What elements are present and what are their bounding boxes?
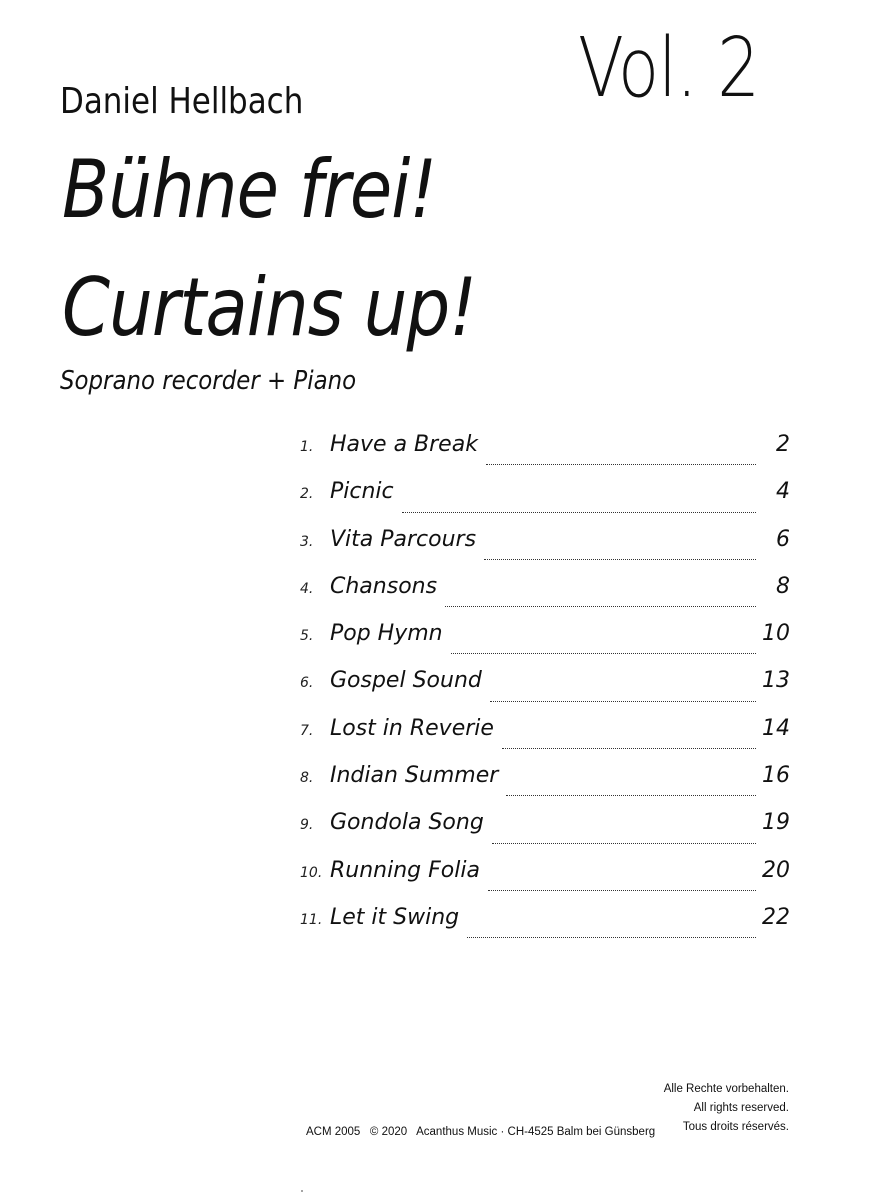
toc-page: 20	[762, 857, 790, 883]
toc-entry	[300, 668, 790, 715]
toc-number: 6.	[300, 675, 314, 692]
toc-leader	[490, 700, 756, 702]
toc-page: 19	[762, 810, 790, 836]
toc-page: 8	[776, 573, 790, 599]
toc-number: 2.	[300, 486, 314, 503]
toc-number: 3.	[300, 533, 314, 550]
toc-title: Lost in Reverie	[330, 715, 494, 741]
toc-page: 4	[776, 479, 790, 505]
toc-title: Indian Summer	[330, 763, 499, 789]
title-english: Curtains up!	[62, 261, 477, 354]
toc-leader	[506, 794, 756, 796]
toc-page: 22	[762, 904, 790, 930]
toc-leader	[492, 842, 756, 844]
toc-page: 16	[762, 763, 790, 789]
toc-number: 7.	[300, 722, 314, 739]
rights-french: Tous droits réservés.	[682, 1121, 789, 1133]
toc-number: 5.	[300, 628, 314, 645]
toc-title: Vita Parcours	[330, 526, 477, 552]
toc-leader	[488, 889, 756, 891]
toc-entry	[300, 858, 790, 905]
toc-leader	[445, 605, 756, 607]
toc-entry	[300, 574, 790, 621]
title-german: Bühne frei!	[62, 143, 437, 236]
rights-english: All rights reserved.	[693, 1102, 789, 1114]
toc-entry	[300, 716, 790, 763]
toc-title: Gospel Sound	[330, 668, 482, 694]
toc-title: Gondola Song	[330, 810, 484, 836]
toc-number: 4.	[300, 580, 314, 597]
toc-leader	[486, 463, 756, 465]
toc-page: 14	[762, 715, 790, 741]
toc-number: 9.	[300, 817, 314, 834]
volume-label: Vol. 2	[578, 21, 760, 116]
table-of-contents	[300, 432, 790, 952]
toc-leader	[402, 511, 756, 513]
toc-title: Running Folia	[330, 857, 480, 883]
toc-entry	[300, 810, 790, 857]
toc-title: Have a Break	[330, 432, 478, 457]
toc-number: 8.	[300, 770, 314, 787]
toc-page: 13	[762, 668, 790, 694]
toc-page: 2	[776, 432, 790, 457]
toc-entry	[300, 527, 790, 574]
author-name: Daniel Hellbach	[60, 81, 304, 122]
toc-entry	[300, 479, 790, 526]
rights-german: Alle Rechte vorbehalten.	[663, 1083, 789, 1095]
toc-title: Let it Swing	[330, 904, 460, 930]
scan-speck	[301, 1190, 303, 1192]
toc-leader	[484, 558, 756, 560]
toc-number: 1.	[300, 439, 314, 455]
toc-entry	[300, 432, 790, 479]
instrumentation: Soprano recorder + Piano	[60, 366, 357, 396]
toc-title: Chansons	[330, 573, 438, 599]
toc-entry	[300, 905, 790, 952]
publisher-imprint: ACM 2005 © 2020 Acanthus Music · CH-4525 Balm bei Günsberg	[306, 1126, 656, 1138]
toc-page: 10	[762, 621, 790, 647]
toc-leader	[502, 747, 756, 749]
toc-title: Picnic	[330, 479, 394, 505]
toc-page: 6	[776, 526, 790, 552]
toc-number: 10.	[300, 864, 323, 881]
rights-notice	[664, 1080, 789, 1137]
toc-leader	[467, 936, 756, 938]
toc-leader	[451, 652, 756, 654]
toc-entry	[300, 763, 790, 810]
toc-number: 11.	[300, 911, 323, 928]
toc-entry	[300, 621, 790, 668]
toc-title: Pop Hymn	[330, 621, 443, 647]
